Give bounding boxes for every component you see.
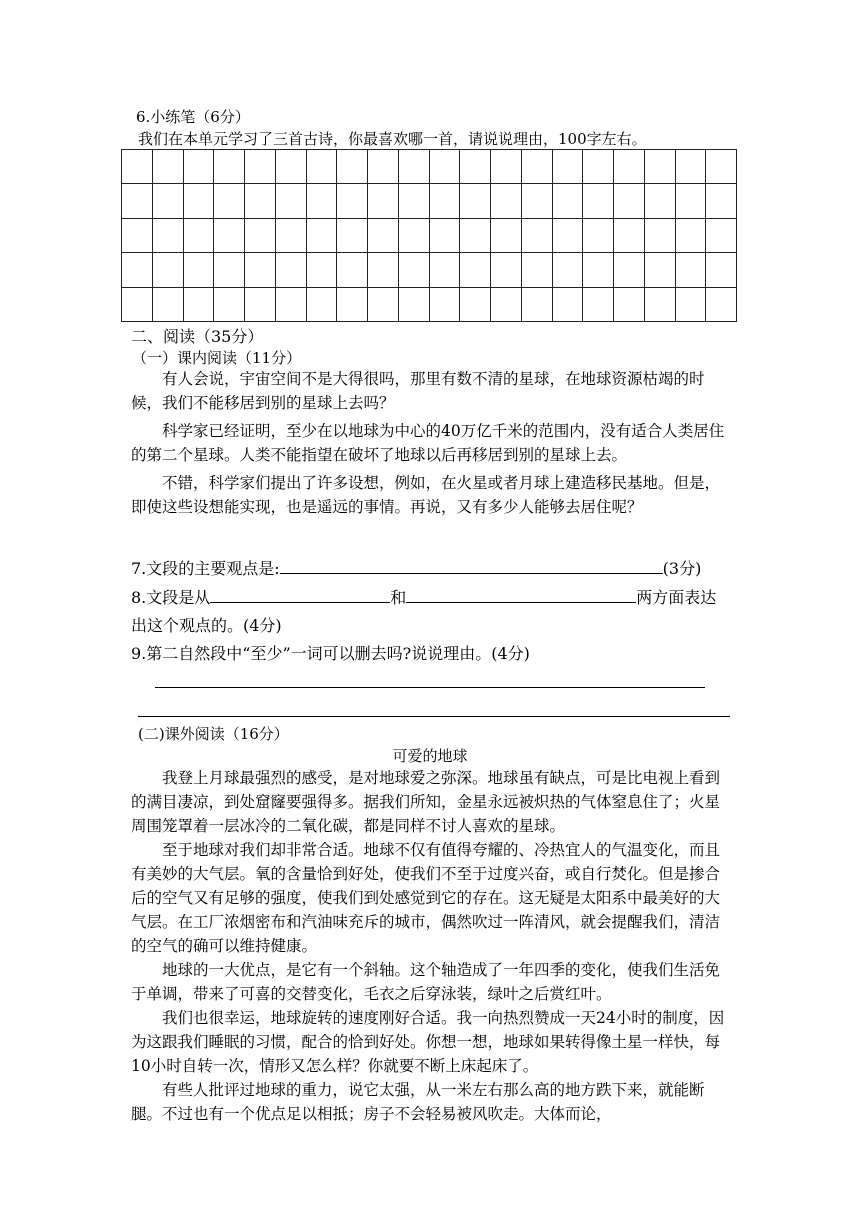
grid-cell[interactable] bbox=[675, 253, 706, 287]
grid-cell[interactable] bbox=[675, 287, 706, 321]
grid-cell[interactable] bbox=[583, 218, 614, 252]
grid-cell[interactable] bbox=[552, 184, 583, 218]
grid-cell[interactable] bbox=[644, 253, 675, 287]
grid-cell[interactable] bbox=[398, 150, 429, 184]
grid-cell[interactable] bbox=[275, 218, 306, 252]
grid-cell[interactable] bbox=[614, 150, 645, 184]
grid-cell[interactable] bbox=[306, 184, 337, 218]
grid-cell[interactable] bbox=[460, 184, 491, 218]
grid-cell[interactable] bbox=[583, 287, 614, 321]
grid-cell[interactable] bbox=[306, 253, 337, 287]
grid-cell[interactable] bbox=[368, 253, 399, 287]
grid-cell[interactable] bbox=[644, 184, 675, 218]
grid-cell[interactable] bbox=[214, 218, 245, 252]
grid-cell[interactable] bbox=[337, 218, 368, 252]
grid-row bbox=[122, 218, 737, 252]
grid-cell[interactable] bbox=[614, 184, 645, 218]
q8-label: 8.文段是从 bbox=[131, 588, 211, 607]
grid-cell[interactable] bbox=[706, 287, 737, 321]
q8-answer-line-1[interactable] bbox=[210, 586, 390, 603]
passage2-paragraph: 我登上月球最强烈的感受，是对地球爱之弥深。地球虽有缺点，可是比电视上看到的满目凄凉，到处窟窿要强得多。据我们所知，金星永远被炽热的气体窒息住了；火星周围笼罩着一层冰冷的二氧化碳，都是同样不讨人喜欢的星球。 bbox=[131, 769, 721, 835]
grid-cell[interactable] bbox=[460, 150, 491, 184]
grid-cell[interactable] bbox=[675, 184, 706, 218]
grid-cell[interactable] bbox=[183, 184, 214, 218]
grid-cell[interactable] bbox=[706, 218, 737, 252]
grid-cell[interactable] bbox=[368, 287, 399, 321]
grid-cell[interactable] bbox=[152, 287, 183, 321]
passage2 bbox=[131, 766, 731, 1126]
grid-cell[interactable] bbox=[614, 253, 645, 287]
q9-answer-line[interactable] bbox=[155, 687, 705, 688]
grid-cell[interactable] bbox=[183, 287, 214, 321]
section-title: 二、阅读（35分） bbox=[131, 327, 264, 346]
grid-cell[interactable] bbox=[183, 218, 214, 252]
grid-cell[interactable] bbox=[245, 253, 276, 287]
grid-cell[interactable] bbox=[337, 287, 368, 321]
grid-cell[interactable] bbox=[214, 150, 245, 184]
grid-cell[interactable] bbox=[398, 218, 429, 252]
part2-title: (二)课外阅读（16分） bbox=[138, 725, 289, 743]
passage2-paragraph: 地球的一大优点，是它有一个斜轴。这个轴造成了一年四季的变化，使我们生活免于单调，带来了可喜的交替变化，毛衣之后穿泳装，绿叶之后赏红叶。 bbox=[131, 961, 721, 1003]
grid-cell[interactable] bbox=[552, 150, 583, 184]
grid-cell[interactable] bbox=[122, 184, 153, 218]
question-7 bbox=[131, 556, 701, 579]
grid-row bbox=[122, 150, 737, 184]
grid-cell[interactable] bbox=[429, 150, 460, 184]
grid-cell[interactable] bbox=[583, 253, 614, 287]
grid-cell[interactable] bbox=[398, 184, 429, 218]
grid-row bbox=[122, 287, 737, 321]
q7-score: (3分) bbox=[662, 559, 702, 578]
grid-cell[interactable] bbox=[491, 218, 522, 252]
grid-cell[interactable] bbox=[398, 287, 429, 321]
grid-cell[interactable] bbox=[245, 287, 276, 321]
grid-cell[interactable] bbox=[275, 150, 306, 184]
grid-cell[interactable] bbox=[675, 218, 706, 252]
article-title: 可爱的地球 bbox=[392, 747, 468, 765]
grid-cell[interactable] bbox=[552, 253, 583, 287]
grid-cell[interactable] bbox=[122, 150, 153, 184]
grid-cell[interactable] bbox=[429, 287, 460, 321]
q8-after: 两方面表达 bbox=[636, 588, 717, 607]
grid-cell[interactable] bbox=[368, 150, 399, 184]
grid-cell[interactable] bbox=[183, 150, 214, 184]
grid-cell[interactable] bbox=[491, 287, 522, 321]
grid-cell[interactable] bbox=[583, 150, 614, 184]
grid-cell[interactable] bbox=[644, 218, 675, 252]
grid-cell[interactable] bbox=[306, 150, 337, 184]
grid-cell[interactable] bbox=[245, 218, 276, 252]
grid-cell[interactable] bbox=[368, 218, 399, 252]
grid-cell[interactable] bbox=[614, 218, 645, 252]
grid-cell[interactable] bbox=[368, 184, 399, 218]
grid-cell[interactable] bbox=[275, 287, 306, 321]
grid-cell[interactable] bbox=[429, 184, 460, 218]
grid-cell[interactable] bbox=[275, 184, 306, 218]
question-8 bbox=[131, 585, 716, 608]
passage2-paragraph: 我们也很幸运，地球旋转的速度刚好合适。我一向热烈赞成一天24小时的制度，因为这跟我们睡眠的习惯，配合的恰到好处。你想一想，地球如果转得像土星一样快，每10小时自转一次，情形又怎么样？你就要不断上床起床了。 bbox=[131, 1009, 725, 1075]
grid-row bbox=[122, 253, 737, 287]
passage1-paragraph: 科学家已经证明，至少在以地球为中心的40万亿千米的范围内，没有适合人类居住的第二个星球。人类不能指望在破坏了地球以后再移居到别的星球上去。 bbox=[131, 422, 725, 464]
grid-cell[interactable] bbox=[706, 184, 737, 218]
passage1-paragraph: 有人会说，宇宙空间不是大得很吗，那里有数不清的星球，在地球资源枯竭的时候，我们不能移居到别的星球上去吗？ bbox=[131, 370, 705, 412]
q9-answer-line[interactable] bbox=[138, 716, 730, 717]
grid-cell[interactable] bbox=[306, 287, 337, 321]
grid-cell[interactable] bbox=[460, 287, 491, 321]
grid-cell[interactable] bbox=[275, 253, 306, 287]
part1-title: （一）课内阅读（11分） bbox=[132, 349, 302, 367]
q8-line2: 出这个观点的。(4分) bbox=[131, 616, 282, 635]
grid-cell[interactable] bbox=[521, 253, 552, 287]
grid-cell[interactable] bbox=[614, 287, 645, 321]
grid-cell[interactable] bbox=[706, 253, 737, 287]
grid-cell[interactable] bbox=[152, 150, 183, 184]
q7-label: 7.文段的主要观点是: bbox=[131, 559, 280, 578]
grid-cell[interactable] bbox=[491, 253, 522, 287]
grid-cell[interactable] bbox=[460, 253, 491, 287]
grid-cell[interactable] bbox=[122, 287, 153, 321]
grid-row bbox=[122, 184, 737, 218]
grid-cell[interactable] bbox=[429, 253, 460, 287]
grid-cell[interactable] bbox=[675, 150, 706, 184]
grid-cell[interactable] bbox=[429, 218, 460, 252]
grid-cell[interactable] bbox=[214, 287, 245, 321]
grid-cell[interactable] bbox=[152, 253, 183, 287]
grid-cell[interactable] bbox=[521, 184, 552, 218]
grid-cell[interactable] bbox=[521, 287, 552, 321]
grid-cell[interactable] bbox=[152, 218, 183, 252]
passage1 bbox=[131, 367, 731, 519]
grid-cell[interactable] bbox=[552, 218, 583, 252]
grid-cell[interactable] bbox=[491, 150, 522, 184]
passage2-paragraph: 有些人批评过地球的重力，说它太强，从一米左右那么高的地方跌下来，就能断腿。不过也有一个优点足以相抵；房子不会轻易被风吹走。大体而论， bbox=[131, 1081, 705, 1123]
grid-cell[interactable] bbox=[214, 184, 245, 218]
grid-cell[interactable] bbox=[583, 184, 614, 218]
passage2-paragraph: 至于地球对我们却非常合适。地球不仅有值得夸耀的、冷热宜人的气温变化，而且有美妙的大气层。氧的含量恰到好处，使我们不至于过度兴奋，或自行焚化。但是掺合后的空气又有足够的强度，使我们到处感觉到它的存在。这无疑是太阳系中最美好的大气层。在工厂浓烟密布和汽油味充斥的城市，偶然吹过一阵清风，就会提醒我们，清洁的空气的确可以维持健康。 bbox=[131, 841, 721, 955]
grid-cell[interactable] bbox=[337, 184, 368, 218]
grid-cell[interactable] bbox=[644, 150, 675, 184]
grid-cell[interactable] bbox=[122, 218, 153, 252]
grid-cell[interactable] bbox=[552, 287, 583, 321]
grid-cell[interactable] bbox=[460, 218, 491, 252]
grid-cell[interactable] bbox=[521, 218, 552, 252]
q7-answer-line[interactable] bbox=[280, 557, 663, 574]
grid-cell[interactable] bbox=[337, 253, 368, 287]
q8-answer-line-2[interactable] bbox=[406, 586, 636, 603]
grid-cell[interactable] bbox=[398, 253, 429, 287]
grid-cell[interactable] bbox=[214, 253, 245, 287]
q6-title: 6.小练笔（6分） bbox=[136, 108, 250, 126]
grid-cell[interactable] bbox=[644, 287, 675, 321]
grid-cell[interactable] bbox=[306, 218, 337, 252]
grid-cell[interactable] bbox=[122, 253, 153, 287]
q6-prompt: 我们在本单元学习了三首古诗，你最喜欢哪一首，请说说理由，100字左右。 bbox=[138, 130, 647, 148]
writing-grid bbox=[121, 149, 737, 322]
grid-cell[interactable] bbox=[152, 184, 183, 218]
grid-cell[interactable] bbox=[245, 150, 276, 184]
grid-cell[interactable] bbox=[245, 184, 276, 218]
grid-cell[interactable] bbox=[183, 253, 214, 287]
question-9: 9.第二自然段中“至少”一词可以删去吗?说说理由。(4分) bbox=[131, 644, 530, 663]
grid-cell[interactable] bbox=[337, 150, 368, 184]
passage1-paragraph: 不错，科学家们提出了许多设想，例如，在火星或者月球上建造移民基地。但是，即使这些设想能实现，也是遥远的事情。再说，又有多少人能够去居住呢？ bbox=[131, 474, 721, 516]
q8-mid: 和 bbox=[390, 588, 407, 607]
grid-cell[interactable] bbox=[706, 150, 737, 184]
grid-cell[interactable] bbox=[521, 150, 552, 184]
grid-cell[interactable] bbox=[491, 184, 522, 218]
